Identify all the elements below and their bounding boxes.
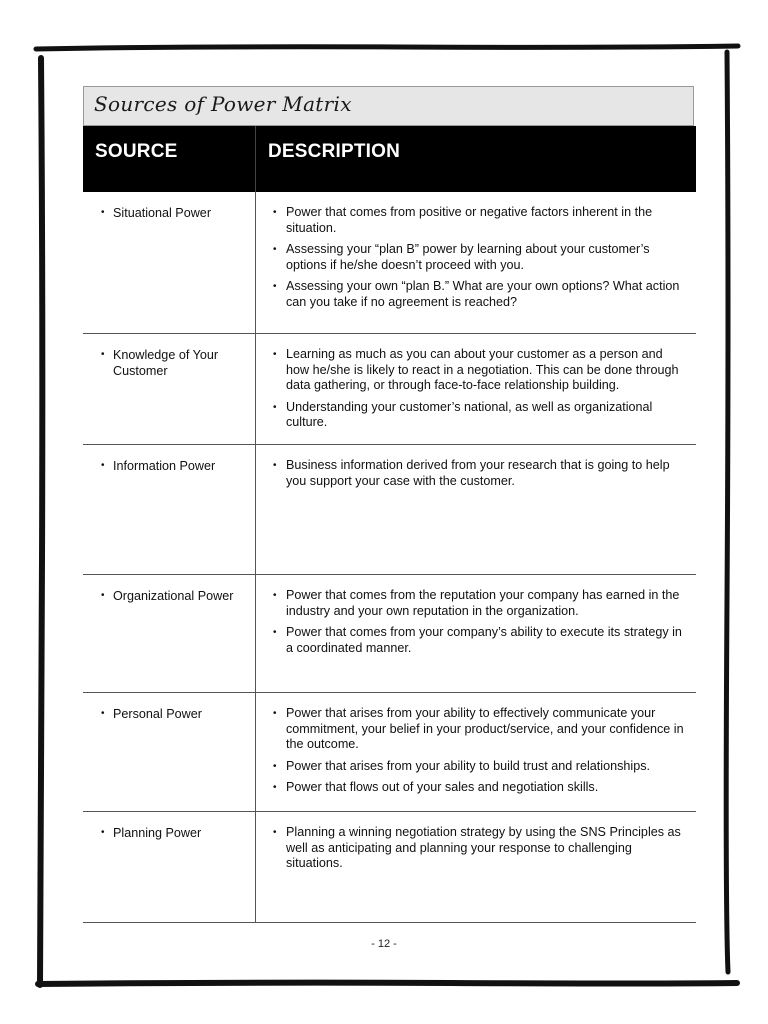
description-cell [273, 588, 685, 662]
description-item: • Power that arises from your ability to build trust and relationships. [273, 758, 650, 773]
description-cell [273, 458, 685, 495]
bullet-icon: • [273, 281, 277, 292]
description-item: • Learning as much as you can about your customer as a person and how he/she is likely to react in a negotiation. This can be done through data gathering, or through face-to-face relationship building. [273, 347, 679, 392]
source-cell [101, 825, 247, 841]
description-item: • Power that comes from the reputation your company has earned in the industry and your own reputation in the organization. [273, 588, 680, 618]
source-cell [101, 706, 247, 722]
source-cell [101, 205, 247, 221]
source-cell [101, 347, 247, 379]
description-item: • Business information derived from your research that is going to help you support your case with the customer. [273, 458, 670, 488]
description-item: • Power that comes from your company’s ability to execute its strategy in a coordinated manner. [273, 625, 682, 655]
table-row [83, 334, 696, 445]
table-row [83, 192, 696, 334]
description-item: • Understanding your customer’s national, as well as organizational culture. [273, 399, 653, 429]
table-row [83, 812, 696, 923]
bullet-icon: • [273, 760, 277, 772]
source-cell [101, 588, 247, 604]
bullet-icon: • [101, 827, 105, 838]
bullet-icon: • [273, 827, 277, 838]
bullet-icon: • [273, 590, 277, 601]
page-number: - 12 - [371, 938, 397, 950]
bullet-icon: • [273, 460, 277, 471]
table-row [83, 445, 696, 575]
bullet-icon: • [273, 627, 277, 638]
description-cell [273, 205, 685, 316]
source-label: Situational Power [113, 206, 212, 220]
bullet-icon: • [101, 207, 105, 218]
bullet-icon: • [273, 782, 277, 793]
description-item: • Power that comes from positive or negative factors inherent in the situation. [273, 205, 653, 235]
frame-left-stroke [40, 58, 42, 985]
description-item: • Assessing your own “plan B.” What are your own options? What action can you take if no agreement is reached? [273, 279, 680, 309]
source-cell [101, 458, 247, 474]
matrix-table-body [83, 192, 696, 923]
description-cell [273, 347, 685, 437]
bullet-icon: • [273, 244, 277, 255]
source-label: Information Power [113, 459, 216, 473]
frame-top-stroke [36, 46, 738, 49]
table-header [83, 126, 696, 192]
bullet-icon: • [273, 207, 277, 218]
description-item: • Planning a winning negotiation strategy by using the SNS Principles as well as anticipating and planning your response to challenging situations. [273, 825, 681, 870]
header-divider [255, 126, 256, 192]
description-cell [273, 825, 685, 878]
bullet-icon: • [101, 349, 105, 360]
description-item: • Power that flows out of your sales and negotiation skills. [273, 780, 599, 794]
bullet-icon: • [101, 708, 105, 719]
description-cell [273, 706, 685, 802]
table-row [83, 575, 696, 693]
bullet-icon: • [101, 460, 105, 471]
header-description: DESCRIPTION [268, 141, 401, 162]
description-item: • Assessing your “plan B” power by learning about your customer’s options if he/she doesn’t proceed with you. [273, 242, 650, 272]
description-item: • Power that arises from your ability to effectively communicate your commitment, your belief in your product/service, and your confidence in the outcome. [273, 706, 684, 751]
source-label: Planning Power [113, 826, 202, 840]
table-row [83, 693, 696, 812]
source-label: Organizational Power [113, 589, 234, 603]
frame-bottom-stroke [38, 983, 737, 984]
bullet-icon: • [273, 708, 277, 719]
matrix-title: Sources of Power Matrix [94, 92, 352, 116]
source-label: Knowledge of Your Customer [113, 348, 219, 378]
bullet-icon: • [273, 401, 277, 413]
source-label: Personal Power [113, 707, 202, 721]
frame-right-stroke [726, 52, 728, 972]
bullet-icon: • [101, 590, 105, 601]
header-source: SOURCE [95, 141, 178, 162]
matrix-title-bar [83, 86, 694, 126]
bullet-icon: • [273, 349, 277, 360]
